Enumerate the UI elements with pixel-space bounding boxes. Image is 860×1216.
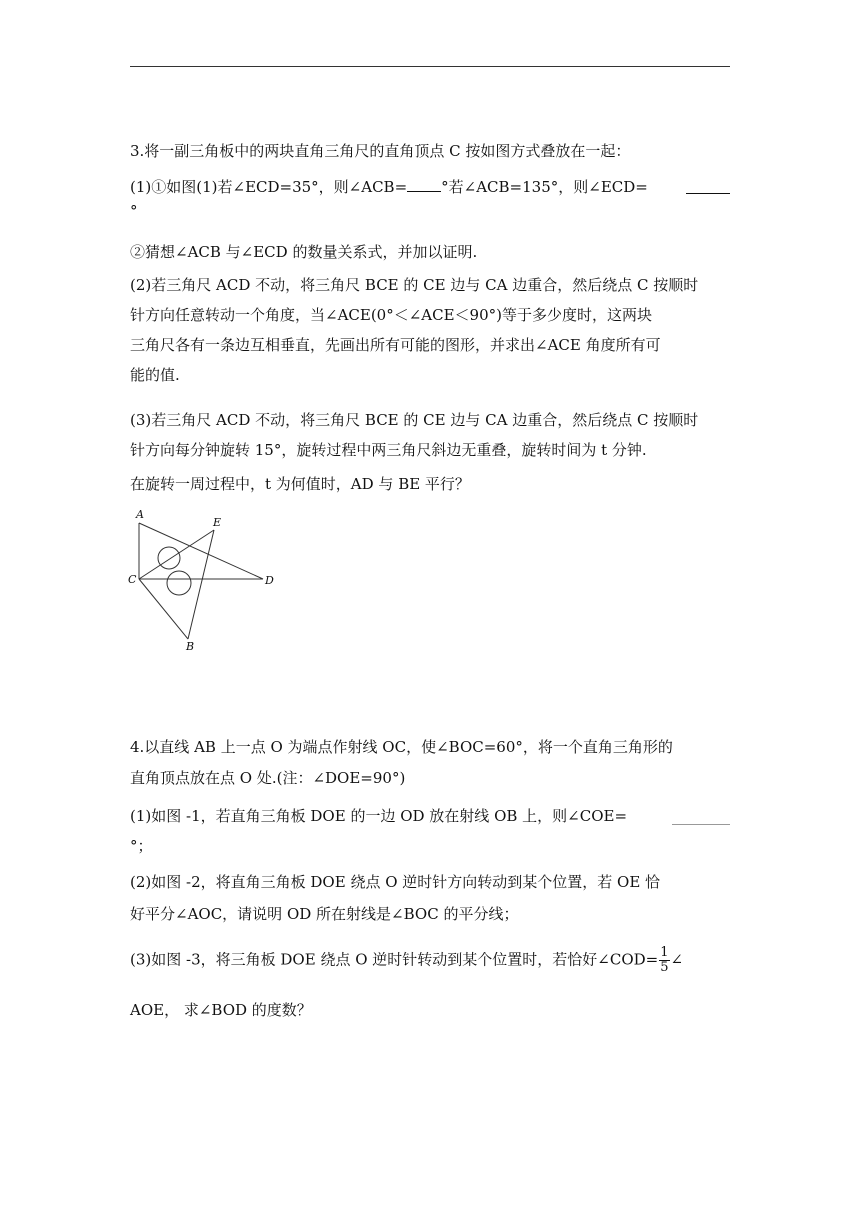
label-a: A (136, 508, 144, 521)
q3-part1-2: ②猜想∠ACB 与∠ECD 的数量关系式，并加以证明. (130, 243, 478, 261)
q4-line2: 直角顶点放在点 O 处.(注：∠DOE=90°) (130, 769, 406, 787)
segment-cb (139, 579, 188, 639)
header-rule (130, 66, 730, 67)
hole-circle-upper (158, 547, 180, 569)
q3-intro: 3.将一副三角板中的两块直角三角尺的直角顶点 C 按如图方式叠放在一起： (130, 142, 631, 160)
q3-part3-line3: 在旋转一周过程中，t 为何值时，AD 与 BE 平行？ (130, 475, 470, 493)
label-b: B (186, 640, 195, 653)
fraction-denominator: 5 (660, 960, 669, 975)
q3-part2-line1: (2)若三角尺 ACD 不动，将三角尺 BCE 的 CE 边与 CA 边重合，然后绕点 C 按顺时 (130, 276, 699, 294)
q4-part1-degree: °； (130, 837, 153, 855)
segment-ad (139, 523, 263, 579)
q4-part1-line (130, 806, 730, 826)
triangle-figure (125, 505, 285, 655)
q4-line1: 4.以直线 AB 上一点 O 为端点作射线 OC，使∠BOC=60°，将一个直角三角形的 (130, 738, 673, 756)
q4-part2-line2: 好平分∠AOC，请说明 OD 所在射线是∠BOC 的平分线； (130, 905, 519, 923)
label-c: C (128, 573, 137, 586)
q4-part3-line2: AOE， 求∠BOD 的度数？ (130, 1001, 312, 1019)
q3-part1-text-a: (1)①如图(1)若∠ECD=35°，则∠ACB= (130, 178, 408, 196)
label-d: D (265, 574, 274, 587)
q4-part1-text: (1)如图 -1，若直角三角板 DOE 的一边 OD 放在射线 OB 上，则∠COE= (130, 807, 628, 825)
fraction-numerator: 1 (660, 945, 669, 960)
q4-part3-text-b: ∠ (670, 950, 684, 969)
q3-part1-text-b: °若∠ACB=135°，则∠ECD= (441, 178, 648, 196)
q3-part1-degree: ° (130, 202, 138, 220)
q4-part3-text-a: (3)如图 -3，将三角板 DOE 绕点 O 逆时针转动到某个位置时，若恰好∠COD= (130, 950, 659, 969)
label-e: E (213, 516, 222, 529)
q3-part3-line1: (3)若三角尺 ACD 不动，将三角尺 BCE 的 CE 边与 CA 边重合，然后绕点 C 按顺时 (130, 411, 699, 429)
answer-blank-coe[interactable] (672, 806, 730, 825)
q3-part3-line2: 针方向每分钟旋转 15°，旋转过程中两三角尺斜边无重叠，旋转时间为 t 分钟. (130, 441, 647, 459)
q3-part2-line2: 针方向任意转动一个角度，当∠ACE(0°＜∠ACE＜90°)等于多少度时，这两块 (130, 306, 652, 324)
q3-part2-line3: 三角尺各有一条边互相垂直，先画出所有可能的图形，并求出∠ACE 角度所有可 (130, 336, 661, 354)
q4-part3-line1 (130, 946, 730, 975)
q4-part2-line1: (2)如图 -2，将直角三角板 DOE 绕点 O 逆时针方向转动到某个位置，若 OE 恰 (130, 873, 661, 891)
fraction-one-fifth (659, 946, 669, 975)
q3-part1-line (130, 175, 730, 197)
hole-circle-lower (167, 571, 191, 595)
answer-blank-acb[interactable] (407, 175, 441, 192)
answer-blank-ecd[interactable] (686, 175, 730, 194)
q3-part2-line4: 能的值. (130, 366, 180, 384)
triangle-figure-svg (125, 505, 285, 655)
